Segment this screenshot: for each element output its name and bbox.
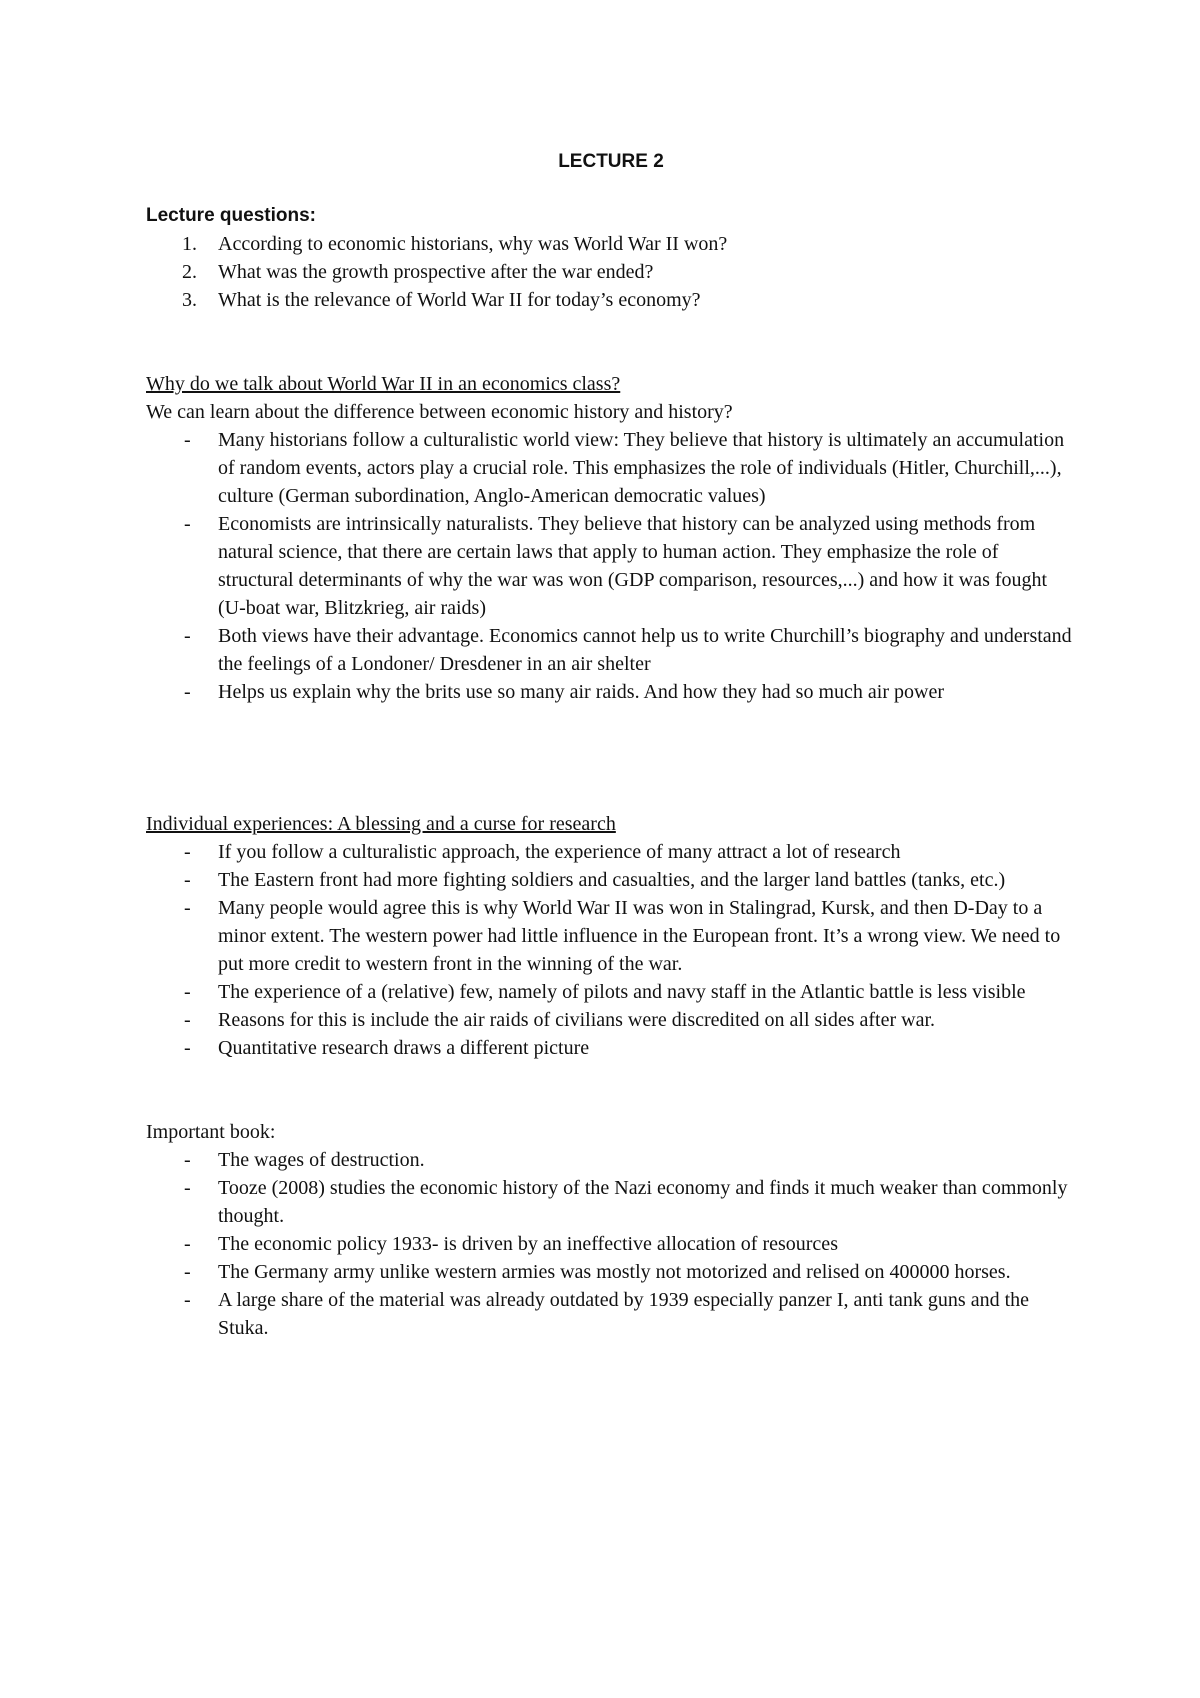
question-text: What was the growth prospective after the war ended? (218, 261, 654, 283)
section-heading: Why do we talk about World War II in an economics class? (146, 373, 621, 395)
section-why-ww2 (146, 370, 1076, 706)
bullet-list (146, 838, 1076, 1062)
questions-list (146, 230, 1076, 314)
question-item (146, 286, 1076, 314)
lecture-questions (146, 202, 1076, 314)
dash-bullet: - (184, 897, 191, 919)
question-item (146, 258, 1076, 286)
bullet-list (146, 426, 1076, 706)
dash-bullet: - (184, 681, 191, 703)
section-heading: Important book: (146, 1121, 276, 1143)
dash-bullet: - (184, 513, 191, 535)
list-item-text: Quantitative research draws a different picture (218, 1037, 590, 1059)
list-item-text: The wages of destruction. (218, 1149, 425, 1171)
list-item (146, 1258, 1076, 1286)
list-item (146, 1006, 1076, 1034)
list-item-text: Many people would agree this is why World War II was won in Stalingrad, Kursk, and then D-Day to a minor extent. The western power had little influence in the European front. It’s a wrong view. We need to put more credit to western front in the winning of the war. (218, 897, 1061, 975)
list-item (146, 622, 1076, 678)
list-item-text: The Germany army unlike western armies was mostly not motorized and relised on 400000 horses. (218, 1261, 1011, 1283)
list-item (146, 426, 1076, 510)
document-page (146, 148, 1076, 1342)
dash-bullet: - (184, 981, 191, 1003)
question-item (146, 230, 1076, 258)
list-item-text: Tooze (2008) studies the economic history of the Nazi economy and finds it much weaker than commonly thought. (218, 1177, 1068, 1227)
list-item (146, 838, 1076, 866)
question-text: What is the relevance of World War II for today’s economy? (218, 289, 701, 311)
list-item-text: The Eastern front had more fighting soldiers and casualties, and the larger land battles (tanks, etc.) (218, 869, 1006, 891)
dash-bullet: - (184, 1177, 191, 1199)
list-item (146, 866, 1076, 894)
dash-bullet: - (184, 1149, 191, 1171)
dash-bullet: - (184, 625, 191, 647)
list-item (146, 1034, 1076, 1062)
question-number: 1. (182, 233, 197, 255)
list-item-text: A large share of the material was already outdated by 1939 especially panzer I, anti tank guns and the Stuka. (218, 1289, 1030, 1339)
spacer (146, 314, 1076, 370)
dash-bullet: - (184, 1289, 191, 1311)
list-item (146, 1230, 1076, 1258)
section-important-book (146, 1118, 1076, 1342)
section-heading: Individual experiences: A blessing and a curse for research (146, 813, 616, 835)
dash-bullet: - (184, 1037, 191, 1059)
list-item-text: Helps us explain why the brits use so many air raids. And how they had so much air power (218, 681, 944, 703)
dash-bullet: - (184, 869, 191, 891)
section-intro: We can learn about the difference between economic history and history? (146, 401, 733, 423)
list-item-text: Many historians follow a culturalistic world view: They believe that history is ultimately an accumulation of random events, actors play a crucial role. This emphasizes the role of individuals (Hitler, Churchill,...), culture (German subordination, Anglo-American democratic values) (218, 429, 1065, 507)
list-item (146, 1286, 1076, 1342)
spacer (146, 1062, 1076, 1118)
spacer (146, 706, 1076, 810)
dash-bullet: - (184, 429, 191, 451)
list-item-text: Economists are intrinsically naturalists. They believe that history can be analyzed using methods from natural science, that there are certain laws that apply to human action. They emphasize the role of structural determinants of why the war was won (GDP comparison, resources,...) and how it was fought (U-boat war, Blitzkrieg, air raids) (218, 513, 1048, 619)
list-item (146, 1146, 1076, 1174)
list-item (146, 1174, 1076, 1230)
list-item-text: The experience of a (relative) few, namely of pilots and navy staff in the Atlantic battle is less visible (218, 981, 1026, 1003)
dash-bullet: - (184, 1261, 191, 1283)
list-item (146, 678, 1076, 706)
section-individual-experiences (146, 810, 1076, 1062)
question-text: According to economic historians, why was World War II won? (218, 233, 728, 255)
page-title: LECTURE 2 (558, 151, 664, 172)
bullet-list (146, 1146, 1076, 1342)
question-number: 3. (182, 289, 197, 311)
dash-bullet: - (184, 841, 191, 863)
list-item-text: Reasons for this is include the air raids of civilians were discredited on all sides after war. (218, 1009, 936, 1031)
list-item-text: Both views have their advantage. Economics cannot help us to write Churchill’s biography and understand the feelings of a Londoner/ Dresdener in an air shelter (218, 625, 1072, 675)
list-item-text: If you follow a culturalistic approach, the experience of many attract a lot of research (218, 841, 901, 863)
question-number: 2. (182, 261, 197, 283)
dash-bullet: - (184, 1233, 191, 1255)
list-item (146, 978, 1076, 1006)
dash-bullet: - (184, 1009, 191, 1031)
list-item (146, 510, 1076, 622)
questions-heading: Lecture questions: (146, 205, 316, 226)
list-item (146, 894, 1076, 978)
list-item-text: The economic policy 1933- is driven by an ineffective allocation of resources (218, 1233, 838, 1255)
